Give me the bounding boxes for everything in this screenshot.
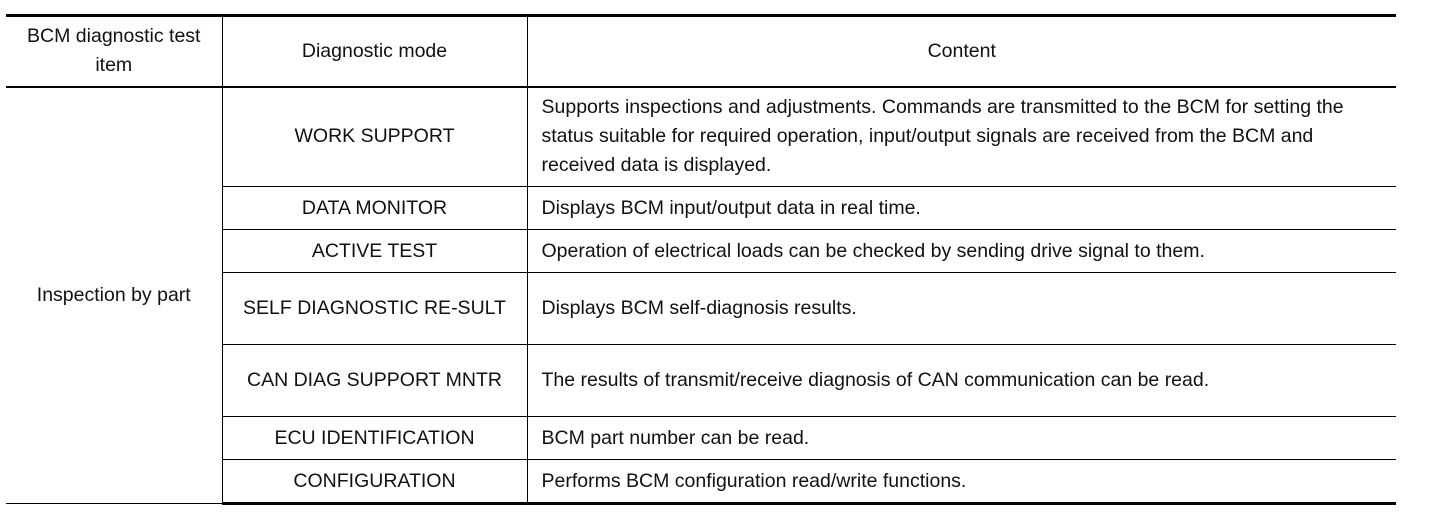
mode-self-diagnostic-result: SELF DIAGNOSTIC RE-SULT <box>222 273 527 345</box>
mode-active-test: ACTIVE TEST <box>222 230 527 273</box>
header-test-item: BCM diagnostic test item <box>6 16 222 87</box>
mode-configuration: CONFIGURATION <box>222 460 527 504</box>
diagnostic-table-container <box>6 14 1396 505</box>
header-content: Content <box>527 16 1396 87</box>
content-active-test: Operation of electrical loads can be checked by sending drive signal to them. <box>527 230 1396 273</box>
mode-can-diag-support-mntr: CAN DIAG SUPPORT MNTR <box>222 345 527 417</box>
mode-work-support: WORK SUPPORT <box>222 87 527 187</box>
test-item-inspection-by-part: Inspection by part <box>6 87 222 504</box>
mode-ecu-identification: ECU IDENTIFICATION <box>222 417 527 460</box>
table-row <box>6 87 1396 187</box>
content-data-monitor: Displays BCM input/output data in real time. <box>527 187 1396 230</box>
header-diagnostic-mode: Diagnostic mode <box>222 16 527 87</box>
content-can-diag-support-mntr: The results of transmit/receive diagnosis of CAN communication can be read. <box>527 345 1396 417</box>
header-row <box>6 16 1396 87</box>
bcm-diagnostic-table <box>6 14 1396 505</box>
content-self-diagnostic-result: Displays BCM self-diagnosis results. <box>527 273 1396 345</box>
content-work-support: Supports inspections and adjustments. Commands are transmitted to the BCM for setting the status suitable for required operation, input/output signals are received from the BCM and received data is displayed. <box>527 87 1396 187</box>
content-configuration: Performs BCM configuration read/write functions. <box>527 460 1396 504</box>
mode-data-monitor: DATA MONITOR <box>222 187 527 230</box>
content-ecu-identification: BCM part number can be read. <box>527 417 1396 460</box>
